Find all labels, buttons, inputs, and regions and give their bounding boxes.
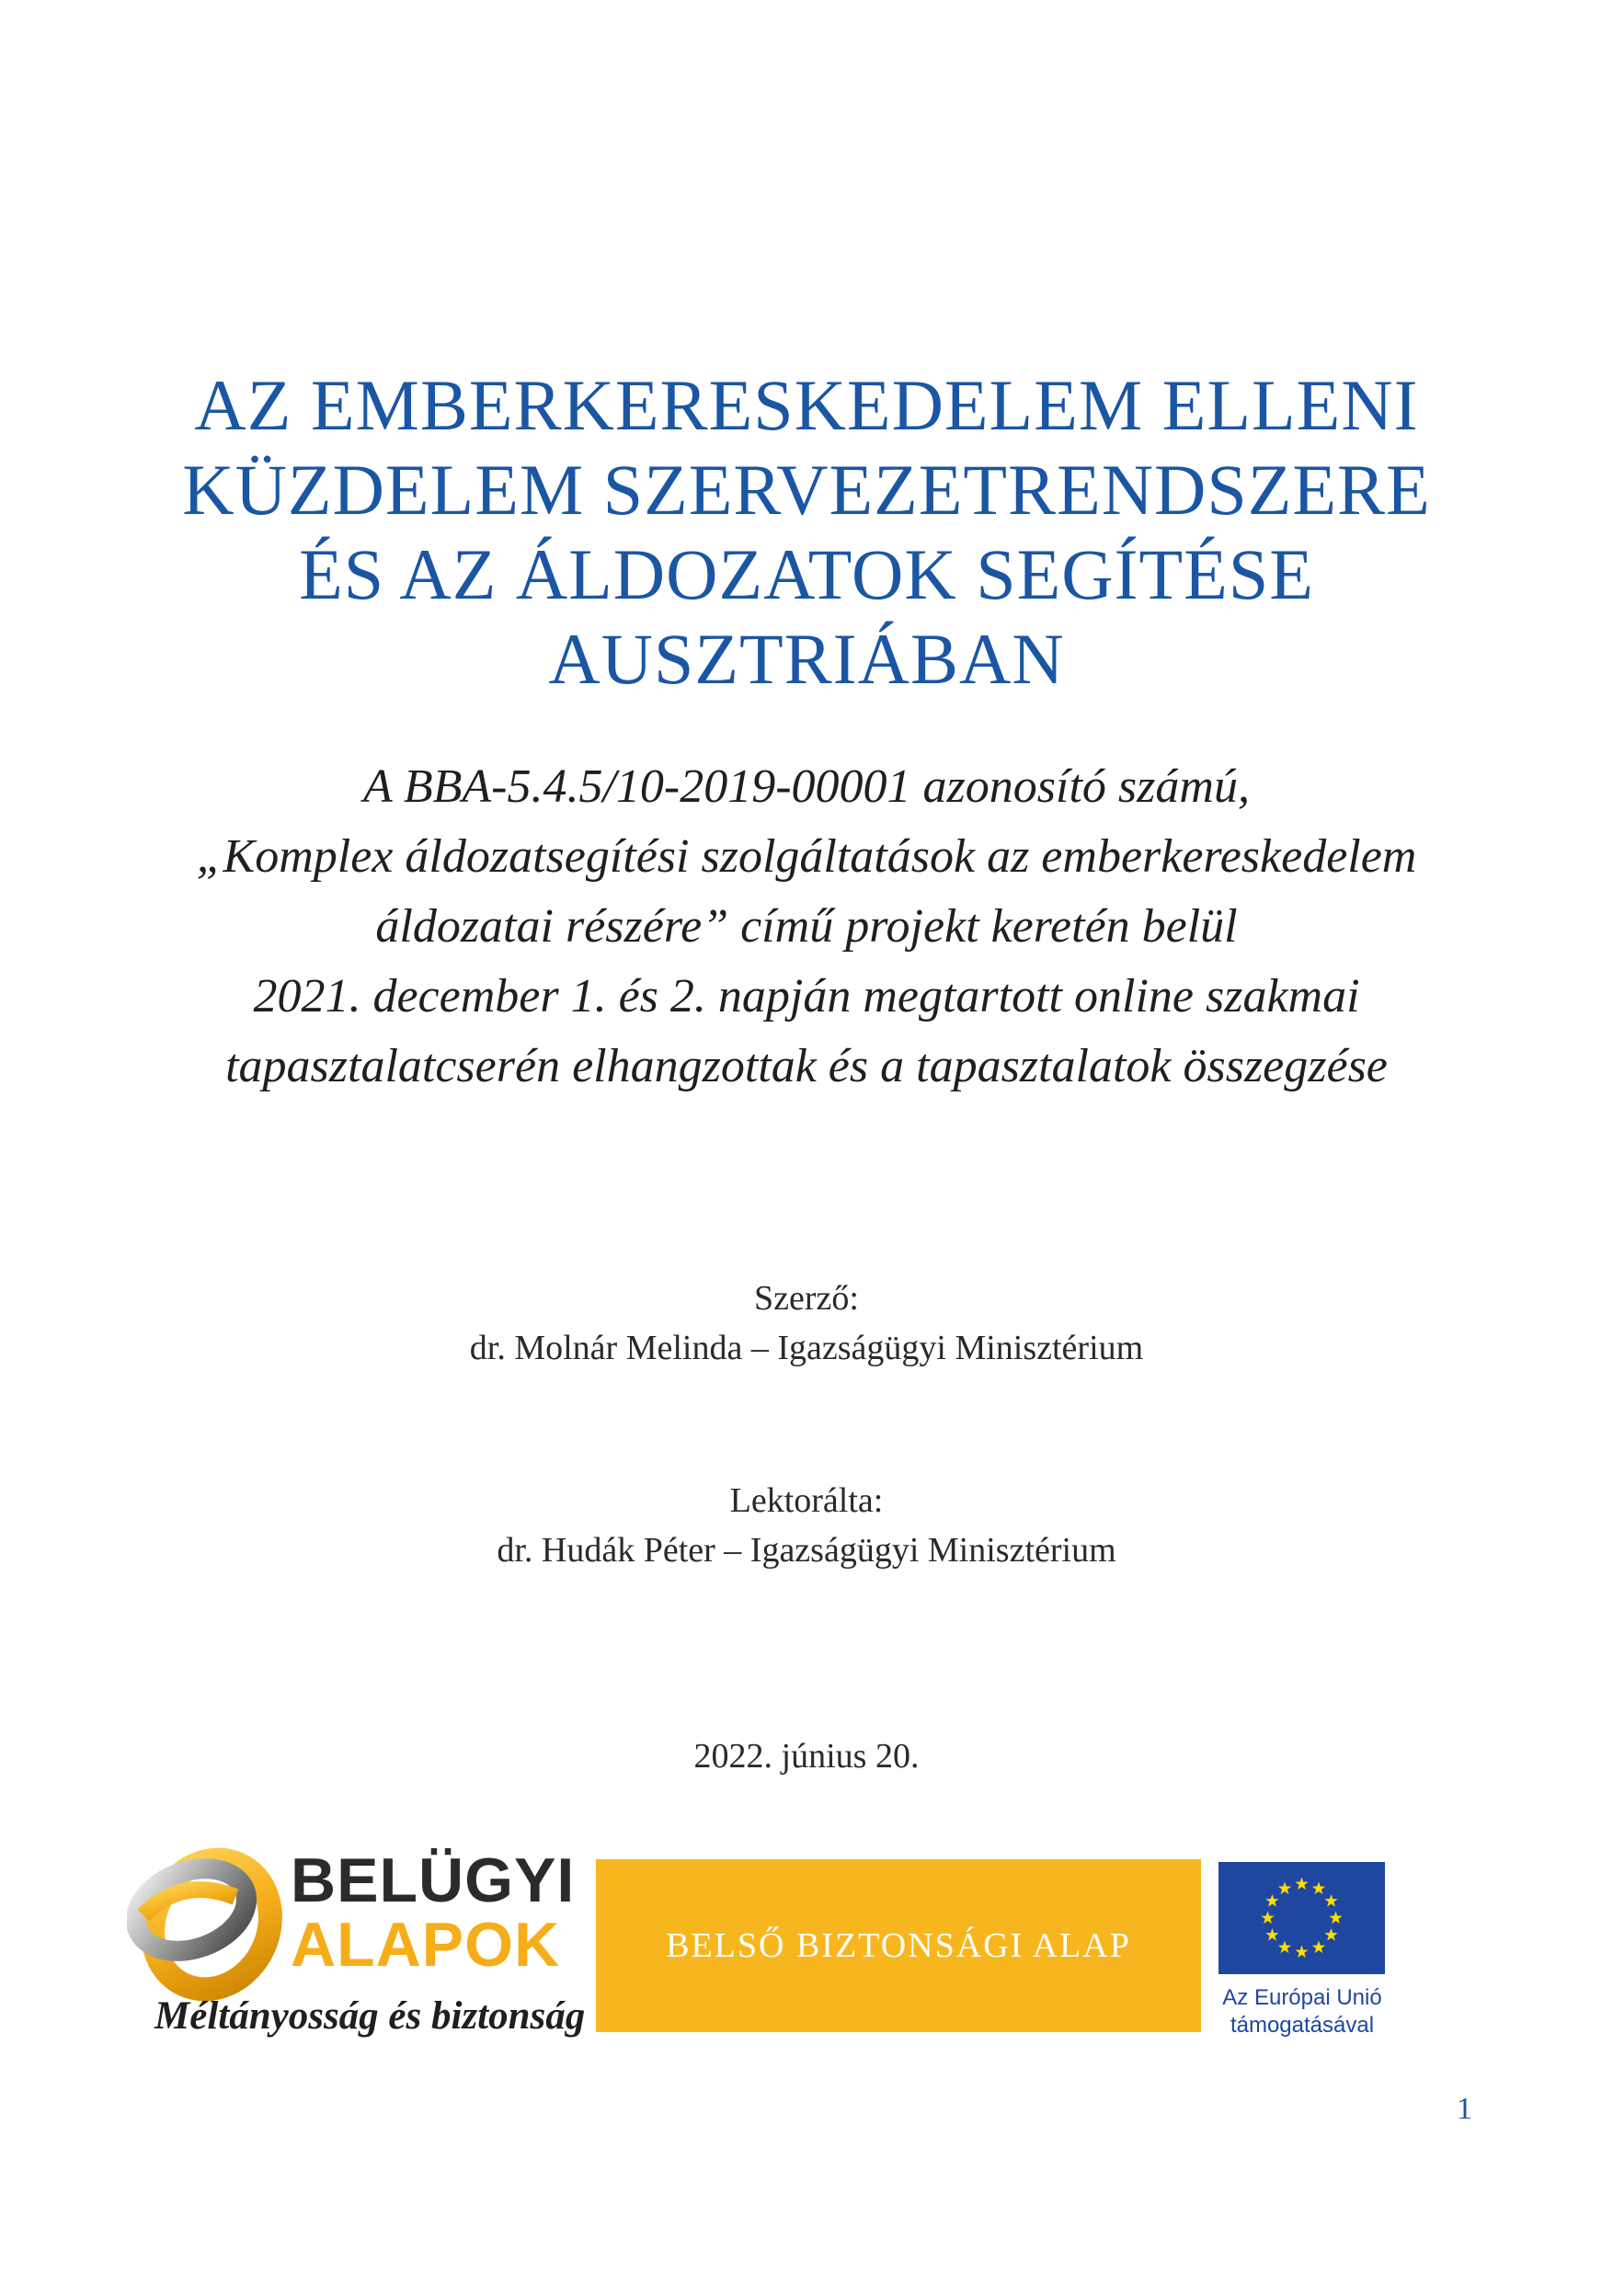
- eu-flag-icon: [1218, 1862, 1385, 1974]
- fund-banner: [596, 1859, 1201, 2032]
- title-line: KÜZDELEM SZERVEZETRENDSZERE: [182, 450, 1431, 530]
- eu-caption: [1195, 1984, 1409, 2039]
- title-line: AZ EMBERKERESKEDELEM ELLENI: [194, 365, 1419, 445]
- reviewer-label: Lektorálta:: [729, 1481, 884, 1520]
- date-text: 2022. június 20.: [693, 1737, 920, 1776]
- alapok-word: ALAPOK: [291, 1910, 561, 1980]
- eu-caption-line: Az Európai Unió: [1222, 1985, 1382, 2010]
- subtitle-line: 2021. december 1. és 2. napján megtartott online szakmai: [253, 970, 1360, 1022]
- subtitle-line: A BBA-5.4.5/10-2019-00001 azonosító számú,: [363, 760, 1250, 813]
- title-line: AUSZTRIÁBAN: [548, 619, 1065, 699]
- subtitle-line: áldozatai részére” című projekt keretén belül: [375, 900, 1238, 953]
- page-number: 1: [1457, 2092, 1472, 2126]
- fund-banner-text: BELSŐ BIZTONSÁGI ALAP: [666, 1926, 1131, 1965]
- title-line: ÉS AZ ÁLDOZATOK SEGÍTÉSE: [299, 534, 1314, 614]
- logo-motto: Méltányosság és biztonság: [154, 1994, 586, 2038]
- reviewer-block: [184, 1476, 1429, 1575]
- eu-caption-line: támogatásával: [1230, 2013, 1375, 2038]
- subtitle-line: tapasztalatcserén elhangzottak és a tapasztalatok összegzése: [225, 1040, 1388, 1092]
- author-name: dr. Molnár Melinda – Igazságügyi Minisztérium: [469, 1329, 1144, 1367]
- interlocking-rings-icon: [127, 1844, 283, 2005]
- reviewer-name: dr. Hudák Péter – Igazságügyi Minisztérium: [497, 1531, 1116, 1570]
- author-label: Szerző:: [754, 1279, 859, 1318]
- belugyi-word: BELÜGYI: [291, 1845, 576, 1915]
- document-date: [184, 1731, 1429, 1781]
- document-title: [92, 363, 1521, 702]
- author-block: [184, 1274, 1429, 1373]
- subtitle-line: „Komplex áldozatsegítési szolgáltatások az emberkereskedelem: [196, 830, 1417, 883]
- belugyi-alapok-logo: [127, 1839, 587, 2050]
- document-subtitle: [92, 752, 1521, 1102]
